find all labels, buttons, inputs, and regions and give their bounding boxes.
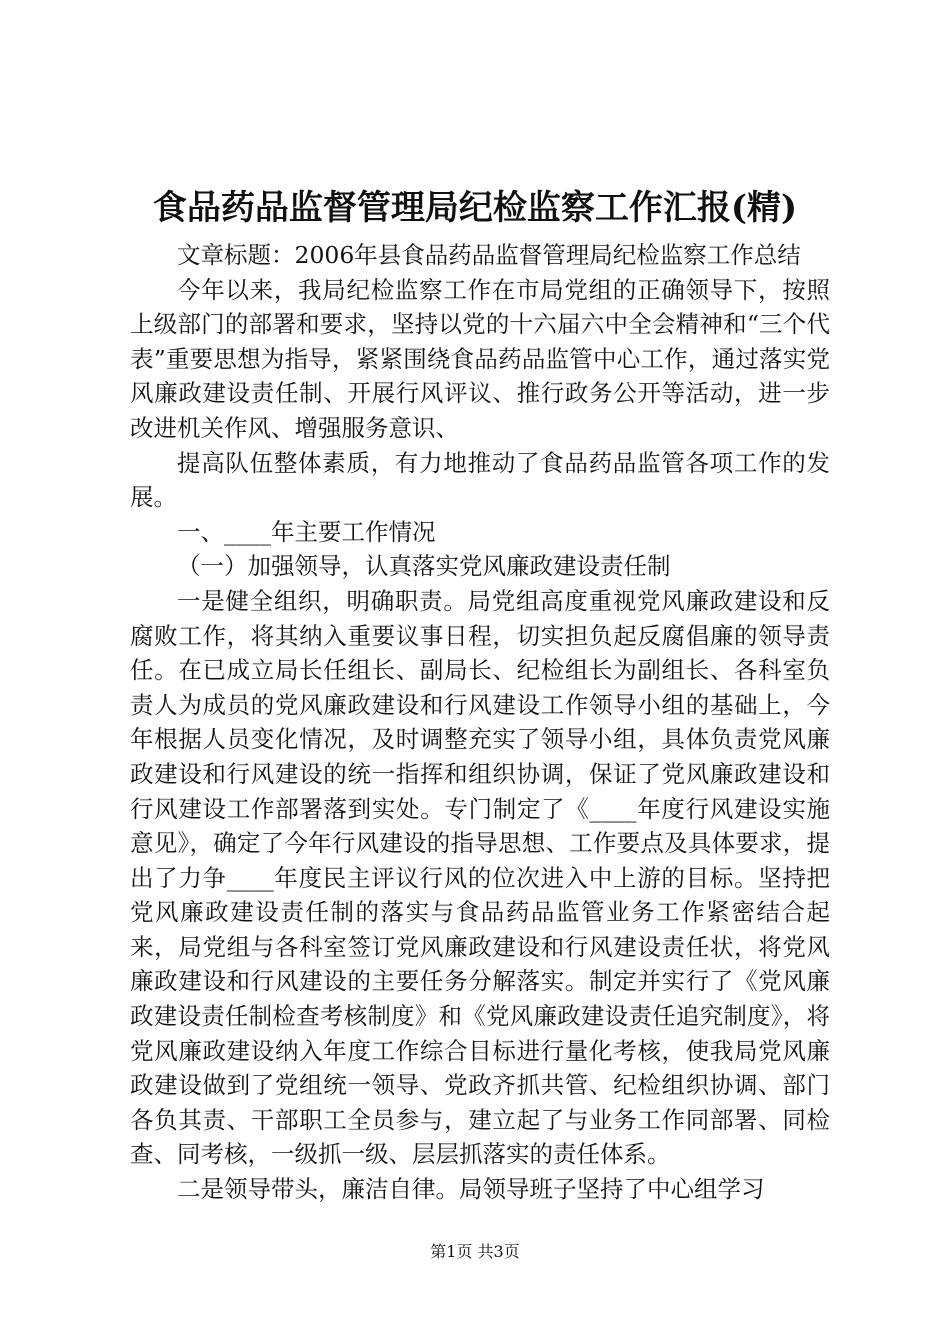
- subsection-heading: （一）加强领导，认真落实党风廉政建设责任制: [177, 552, 671, 581]
- paragraph-point-two: 二是领导带头，廉洁自律。局领导班子坚持了中心组学习: [177, 1175, 765, 1204]
- paragraph-article-title: 文章标题：2006年县食品药品监督管理局纪检监察工作总结: [177, 241, 801, 269]
- paragraph-intro-continued: 提高队伍整体素质，有力地推动了食品药品监管各项工作的发展。: [130, 448, 830, 512]
- paragraph-point-one: 一是健全组织，明确职责。局党组高度重视党风廉政建设和反腐败工作，将其纳入重要议事日程，切实担负起反腐倡廉的领导责任。在已成立局长任组长、副局长、纪检组长为副组长、各科室负责人为成员的党风廉政建设和行风建设工作领导小组的基础上，今年根据人员变化情况，及时调整充实了领导小组，具体负责党风廉政建设和行风建设的统一指挥和组织协调，保证了党风廉政建设和行风建设工作部署落到实处。专门制定了《____年度行风建设实施意见》，确定了今年行风建设的指导思想、工作要点及具体要求，提出了力争____年度民主评议行风的位次进入中上游的目标。坚持把党风廉政建设责任制的落实与食品药品监管业务工作紧密结合起来，局党组与各科室签订党风廉政建设和行风建设责任状，将党风廉政建设和行风建设的主要任务分解落实。制定并实行了《党风廉政建设责任制检查考核制度》和《党风廉政建设责任追究制度》，将党风廉政建设纳入年度工作综合目标进行量化考核，使我局党风廉政建设做到了党组统一领导、党政齐抓共管、纪检组织协调、部门各负其责、干部职工全员参与，建立起了与业务工作同部署、同检查、同考核，一级抓一级、层层抓落实的责任体系。: [130, 586, 830, 1169]
- section-heading: 一、____年主要工作情况: [177, 517, 436, 546]
- paragraph-intro: 今年以来，我局纪检监察工作在市局党组的正确领导下，按照上级部门的部署和要求，坚持以党的十六届六中全会精神和“三个代表”重要思想为指导，紧紧围绕食品药品监管中心工作，通过落实党风廉政建设责任制、开展行风评议、推行政务公开等活动，进一步改进机关作风、增强服务意识、: [130, 275, 830, 442]
- page-footer: 第1页 共3页: [430, 1242, 520, 1261]
- document-title: 食品药品监督管理局纪检监察工作汇报(精): [152, 188, 798, 228]
- document-body: [130, 238, 830, 1207]
